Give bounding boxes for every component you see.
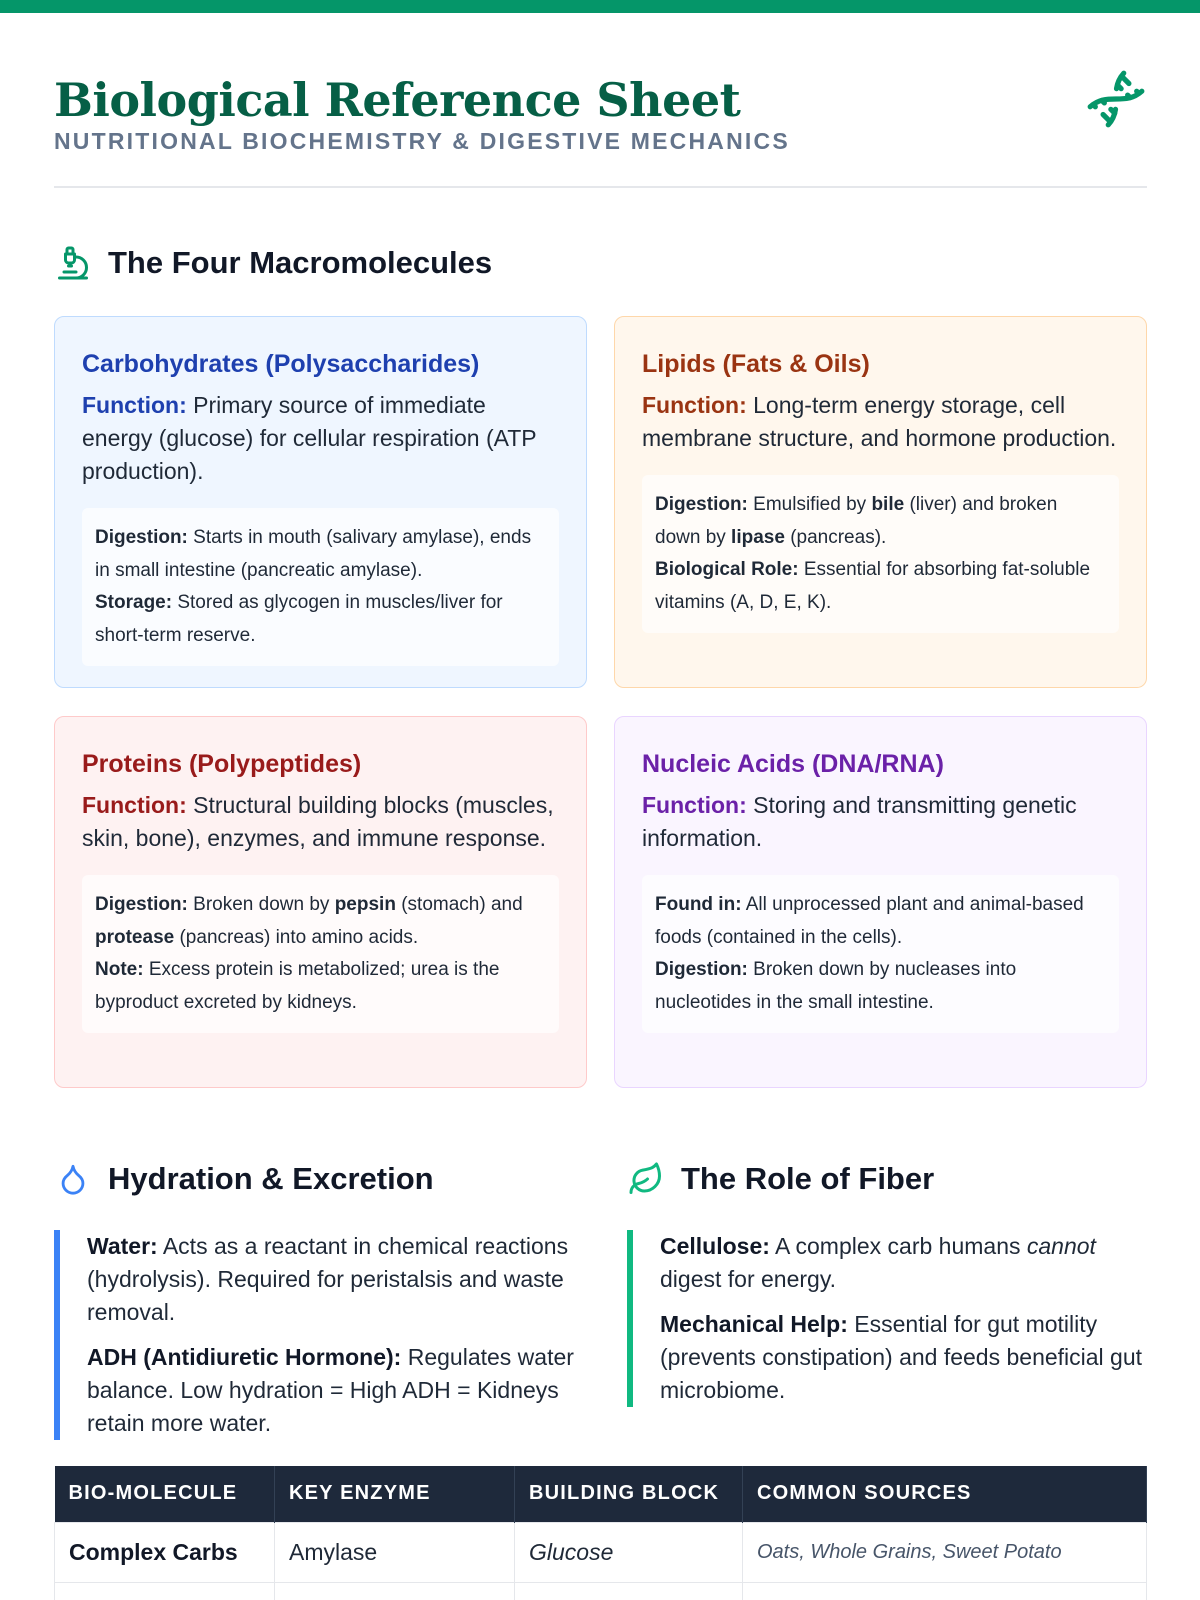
found-in-label: Found in: <box>655 894 742 915</box>
function-label: Function: <box>82 792 187 818</box>
fiber-block <box>627 1230 1147 1407</box>
card-title: Nucleic Acids (DNA/RNA) <box>642 750 944 778</box>
card-function <box>642 789 1119 855</box>
adh-paragraph <box>87 1341 584 1440</box>
page-subtitle: NUTRITIONAL BIOCHEMISTRY & DIGESTIVE MECHANICS <box>54 128 790 154</box>
col-header-enzyme: KEY ENZYME <box>275 1466 515 1522</box>
digestion-label: Digestion: <box>655 959 748 980</box>
table-row <box>55 1582 1147 1600</box>
found-in-text: All unprocessed plant and animal-based foods (contained in the cells). <box>655 894 1084 948</box>
function-label: Function: <box>642 392 747 418</box>
digestion-text: (pancreas). <box>784 526 887 548</box>
card-detail <box>642 875 1119 1033</box>
biomolecule-table <box>54 1466 1147 1600</box>
dna-icon <box>1085 68 1147 130</box>
card-title: Lipids (Fats & Oils) <box>642 350 870 378</box>
card-function <box>82 789 559 855</box>
cell-empty <box>743 1582 1147 1600</box>
cell-empty <box>55 1582 275 1600</box>
mechanical-text: Essential for gut motility (prevents constipation) and feeds beneficial gut microbiome. <box>660 1311 1143 1403</box>
card-carbohydrates <box>54 316 587 688</box>
function-text: Structural building blocks (muscles, skin, bone), enzymes, and immune response. <box>82 792 554 851</box>
bile-term: bile <box>871 494 905 515</box>
adh-text: Regulates water balance. Low hydration = High ADH = Kidneys retain more water. <box>87 1344 574 1436</box>
function-label: Function: <box>642 792 747 818</box>
macromolecules-heading <box>54 244 492 282</box>
mechanical-paragraph <box>660 1308 1147 1407</box>
cell-sources: Oats, Whole Grains, Sweet Potato <box>743 1522 1147 1582</box>
table-row <box>55 1522 1147 1582</box>
digestion-text: Broken down by <box>187 894 335 915</box>
card-nucleic-acids <box>614 716 1147 1088</box>
function-text: Primary source of immediate energy (glucose) for cellular respiration (ATP production). <box>82 392 537 484</box>
macromolecules-heading-text: The Four Macromolecules <box>108 245 493 280</box>
note-label: Note: <box>95 959 144 980</box>
page-title: Biological Reference Sheet <box>54 73 741 127</box>
card-title: Proteins (Polypeptides) <box>82 750 362 778</box>
cell-building-block: Glucose <box>515 1522 743 1582</box>
note-text: Excess protein is metabolized; urea is the byproduct excreted by kidneys. <box>95 959 500 1013</box>
role-text: Essential for absorbing fat-soluble vitamins (A, D, E, K). <box>655 559 1091 613</box>
function-text: Long-term energy storage, cell membrane structure, and hormone production. <box>642 392 1117 451</box>
water-label: Water: <box>87 1233 158 1259</box>
digestion-text: Emulsified by <box>747 494 872 515</box>
card-title: Carbohydrates (Polysaccharides) <box>82 350 480 378</box>
water-text: Acts as a reactant in chemical reactions (hydrolysis). Required for peristalsis and waste removal. <box>87 1233 569 1325</box>
fiber-heading-text: The Role of Fiber <box>681 1161 935 1196</box>
cellulose-paragraph <box>660 1230 1147 1296</box>
cell-biomolecule: Complex Carbs <box>55 1522 275 1582</box>
card-detail <box>82 508 559 666</box>
card-detail <box>82 875 559 1033</box>
mechanical-label: Mechanical Help: <box>660 1311 848 1337</box>
water-paragraph <box>87 1230 584 1329</box>
card-proteins <box>54 716 587 1088</box>
hydration-block <box>54 1230 584 1440</box>
protease-term: protease <box>95 926 175 948</box>
digestion-text: (pancreas) into amino acids. <box>174 926 419 948</box>
function-text: Storing and transmitting genetic information. <box>642 792 1077 851</box>
cellulose-text: A complex carb humans <box>769 1233 1027 1259</box>
digestion-text: (liver) and broken down by <box>655 494 1058 548</box>
card-lipids <box>614 316 1147 688</box>
digestion-text: Starts in mouth (salivary amylase), ends in small intestine (pancreatic amylase). <box>95 527 532 581</box>
storage-text: Stored as glycogen in muscles/liver for short-term reserve. <box>95 592 503 646</box>
digestion-text: Broken down by nucleases into nucleotides in the small intestine. <box>655 959 1017 1013</box>
digestion-label: Digestion: <box>95 894 188 915</box>
top-accent-bar <box>0 0 1200 13</box>
cell-empty <box>275 1582 515 1600</box>
cannot-emphasis: cannot <box>1026 1233 1096 1259</box>
digestion-label: Digestion: <box>95 527 188 548</box>
fiber-heading <box>627 1160 934 1198</box>
cellulose-label: Cellulose: <box>660 1233 770 1259</box>
col-header-sources: COMMON SOURCES <box>743 1466 1147 1522</box>
card-detail <box>642 475 1119 633</box>
card-function <box>82 389 559 488</box>
cell-enzyme: Amylase <box>275 1522 515 1582</box>
table-header-row <box>55 1466 1147 1522</box>
water-drop-icon <box>54 1160 92 1198</box>
digestion-text: (stomach) and <box>395 894 523 915</box>
page-header <box>54 66 1147 188</box>
pepsin-term: pepsin <box>334 894 396 915</box>
cell-empty <box>515 1582 743 1600</box>
leaf-icon <box>627 1160 665 1198</box>
col-header-building-block: BUILDING BLOCK <box>515 1466 743 1522</box>
hydration-heading-text: Hydration & Excretion <box>108 1161 434 1196</box>
card-function <box>642 389 1119 455</box>
hydration-heading <box>54 1160 434 1198</box>
microscope-icon <box>54 244 92 282</box>
lipase-term: lipase <box>731 526 785 548</box>
adh-label: ADH (Antidiuretic Hormone): <box>87 1344 402 1370</box>
cellulose-text: digest for energy. <box>660 1266 837 1292</box>
role-label: Biological Role: <box>655 559 799 580</box>
function-label: Function: <box>82 392 187 418</box>
storage-label: Storage: <box>95 592 173 613</box>
col-header-biomolecule: BIO-MOLECULE <box>55 1466 275 1522</box>
digestion-label: Digestion: <box>655 494 748 515</box>
